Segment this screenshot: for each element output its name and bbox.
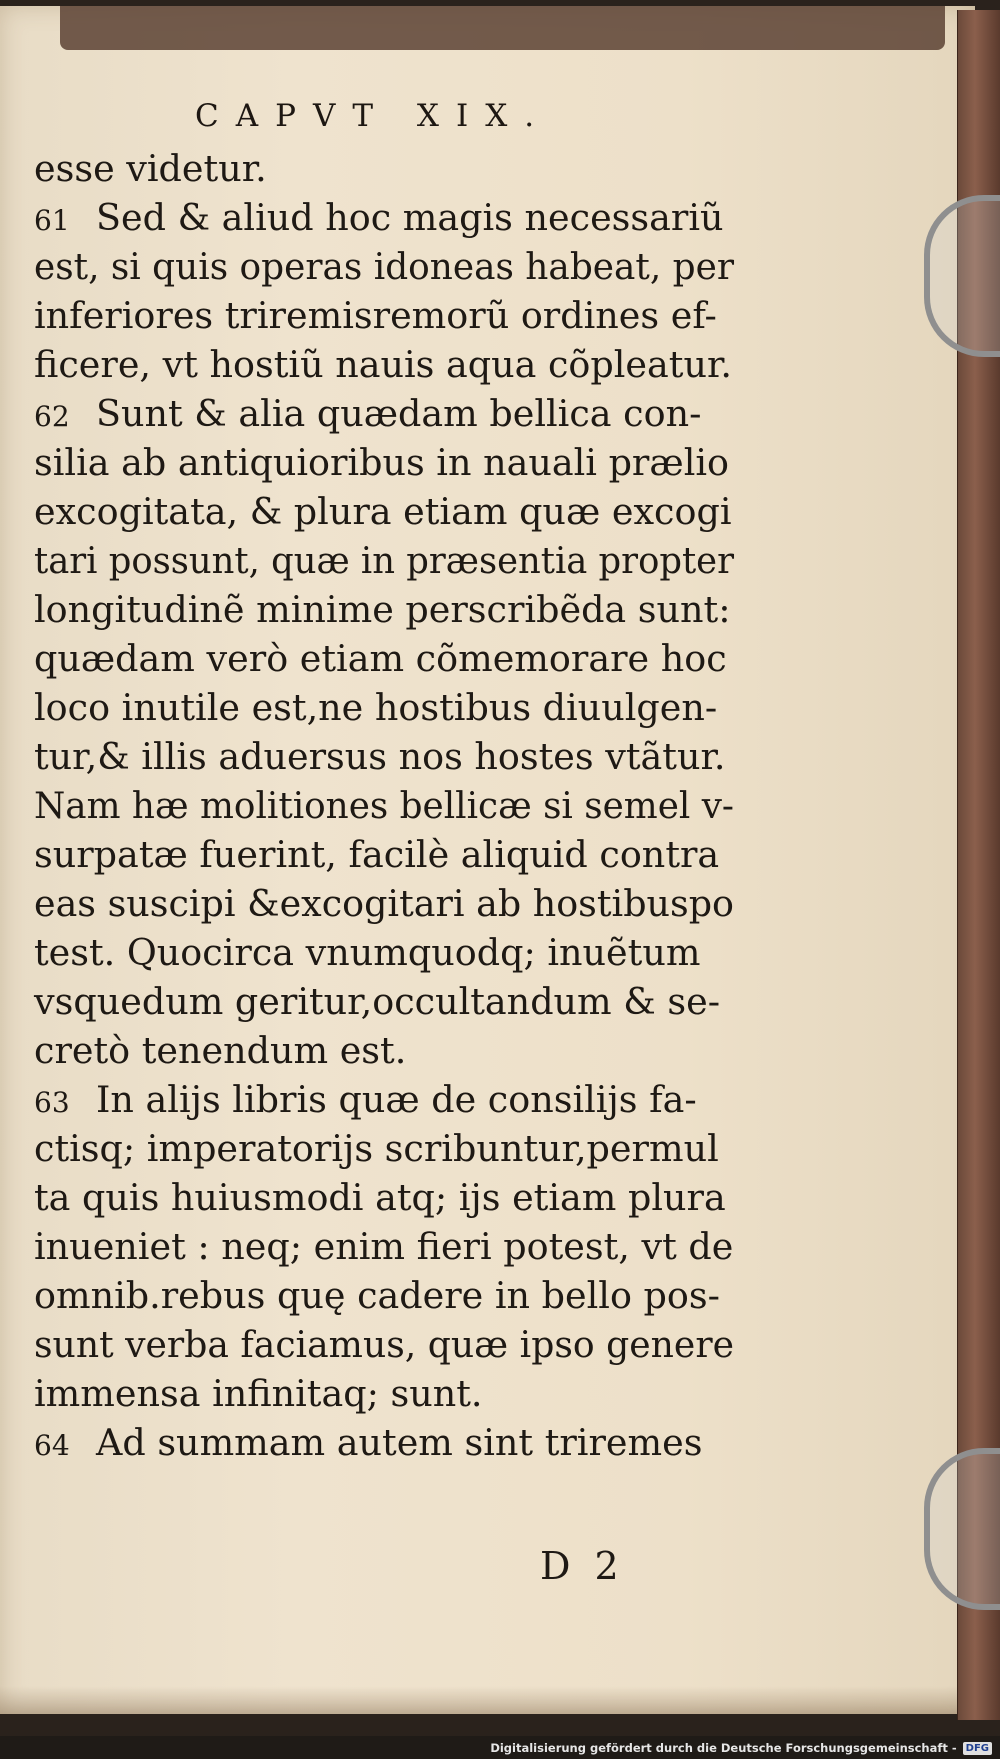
text-line bbox=[34, 1222, 734, 1271]
text-line bbox=[34, 830, 734, 879]
text-line bbox=[34, 977, 734, 1026]
text-line bbox=[34, 1418, 734, 1467]
line-text: Sunt & alia quædam bellica con- bbox=[96, 392, 702, 435]
text-line bbox=[34, 732, 734, 781]
text-line bbox=[34, 487, 734, 536]
text-line bbox=[34, 438, 734, 487]
line-text: vsquedum geritur,occultandum & se- bbox=[34, 980, 721, 1023]
line-text: quædam verò etiam cõmemorare hoc bbox=[34, 637, 727, 680]
text-line bbox=[34, 389, 734, 438]
credit-text: Digitalisierung gefördert durch die Deutsche Forschungsgemeinschaft - bbox=[490, 1741, 957, 1755]
text-line bbox=[34, 1271, 734, 1320]
book-page bbox=[0, 6, 975, 1714]
line-text: inueniet : neq; enim fieri potest, vt de bbox=[34, 1225, 734, 1268]
text-line bbox=[34, 634, 734, 683]
text-line bbox=[34, 1124, 734, 1173]
text-line bbox=[34, 879, 734, 928]
line-text: surpatæ fuerint, facilè aliquid contra bbox=[34, 833, 720, 876]
line-text: tur,& illis aduersus nos hostes vtãtur. bbox=[34, 735, 726, 778]
line-text: eas suscipi &excogitari ab hostibuspo bbox=[34, 882, 734, 925]
text-line bbox=[34, 781, 734, 830]
text-line bbox=[34, 536, 734, 585]
text-line bbox=[34, 1320, 734, 1369]
text-line bbox=[34, 683, 734, 732]
line-text: esse videtur. bbox=[34, 147, 267, 190]
signature-mark: D 2 bbox=[540, 1544, 625, 1588]
line-text: ficere, vt hostiũ nauis aqua cõpleatur. bbox=[34, 343, 733, 386]
text-line bbox=[34, 1075, 734, 1124]
line-text: Nam hæ molitiones bellicæ si semel v- bbox=[34, 784, 734, 827]
line-text: immensa infinitaq; sunt. bbox=[34, 1372, 483, 1415]
line-text: omnib.rebus quę cadere in bello pos- bbox=[34, 1274, 720, 1317]
page-clamp-bottom bbox=[924, 1448, 1000, 1610]
line-text: sunt verba faciamus, quæ ipso genere bbox=[34, 1323, 734, 1366]
text-line bbox=[34, 585, 734, 634]
page-clamp-top bbox=[924, 195, 1000, 357]
line-text: est, si quis operas idoneas habeat, per bbox=[34, 245, 734, 288]
paragraph-number: 62 bbox=[34, 400, 70, 433]
text-line bbox=[34, 1026, 734, 1075]
text-line bbox=[34, 242, 734, 291]
paragraph-number: 64 bbox=[34, 1429, 70, 1462]
page-text bbox=[34, 144, 734, 1467]
line-text: Ad summam autem sint triremes bbox=[96, 1421, 703, 1464]
line-text: loco inutile est,ne hostibus diuulgen- bbox=[34, 686, 718, 729]
text-line bbox=[34, 340, 734, 389]
text-line bbox=[34, 291, 734, 340]
paragraph-number: 63 bbox=[34, 1086, 70, 1119]
line-text: inferiores triremisremorũ ordines ef- bbox=[34, 294, 717, 337]
digitization-credit bbox=[490, 1738, 992, 1758]
line-text: ctisq; imperatorijs scribuntur,permul bbox=[34, 1127, 719, 1170]
text-line bbox=[34, 928, 734, 977]
text-line bbox=[34, 193, 734, 242]
line-text: Sed & aliud hoc magis necessariũ bbox=[96, 196, 724, 239]
text-line bbox=[34, 1173, 734, 1222]
dfg-logo: DFG bbox=[963, 1742, 992, 1755]
line-text: cretò tenendum est. bbox=[34, 1029, 407, 1072]
line-text: test. Quocirca vnumquodq; inuẽtum bbox=[34, 931, 701, 974]
line-text: tari possunt, quæ in præsentia propter bbox=[34, 539, 734, 582]
running-head: CAPVT XIX. bbox=[195, 98, 552, 134]
line-text: In alijs libris quæ de consilijs fa- bbox=[96, 1078, 697, 1121]
line-text: excogitata, & plura etiam quæ excogi bbox=[34, 490, 732, 533]
line-text: ta quis huiusmodi atq; ijs etiam plura bbox=[34, 1176, 726, 1219]
text-line bbox=[34, 1369, 734, 1418]
line-text: longitudinẽ minime perscribẽda sunt: bbox=[34, 588, 731, 631]
line-text: silia ab antiquioribus in nauali prælio bbox=[34, 441, 730, 484]
text-line bbox=[34, 144, 734, 193]
paragraph-number: 61 bbox=[34, 204, 70, 237]
